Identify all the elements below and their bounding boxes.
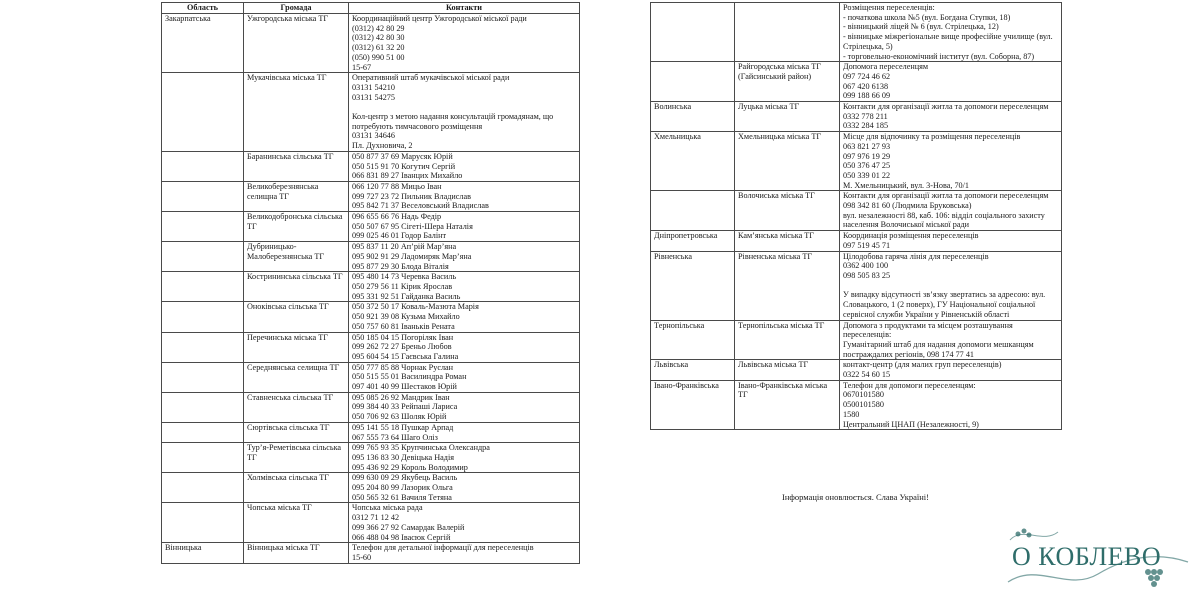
cell-oblast — [162, 422, 244, 442]
cell-hromada: Рівненська міська ТГ — [735, 251, 840, 320]
cell-contacts: 099 630 09 29 Якубець Василь 095 204 80 99 Лазорик Ольга 050 565 32 61 Вачиля Тетяна — [349, 473, 580, 503]
cell-hromada: Райгородська міська ТГ (Гайсинський район) — [735, 62, 840, 102]
cell-hromada: Чопська міська ТГ — [244, 503, 349, 543]
header-oblast: Область — [162, 3, 244, 14]
cell-oblast — [651, 191, 735, 231]
table-row — [651, 102, 1062, 132]
table-row — [162, 242, 580, 272]
cell-hromada: Великодобронська сільська ТГ — [244, 212, 349, 242]
table-row — [162, 181, 580, 211]
table-row — [651, 191, 1062, 231]
cell-hromada: Великоберезнянська селищна ТГ — [244, 181, 349, 211]
cell-oblast — [162, 73, 244, 152]
table-row — [162, 14, 580, 73]
cell-hromada: Хмельницька міська ТГ — [735, 132, 840, 191]
table-row — [162, 543, 580, 563]
cell-contacts: 095 837 11 20 Ап’рій Мар’яна 095 902 91 29 Ладомиряк Мар’яна 095 877 29 30 Блода Віталія — [349, 242, 580, 272]
cell-hromada: Тур’я-Реметівська сільська ТГ — [244, 443, 349, 473]
cell-hromada: Вінницька міська ТГ — [244, 543, 349, 563]
cell-contacts: 095 480 14 73 Черевка Василь 050 279 56 11 Кірик Ярослав 095 331 92 51 Гайданка Василь — [349, 272, 580, 302]
cell-hromada: Львівська міська ТГ — [735, 360, 840, 380]
table-row — [651, 380, 1062, 430]
cell-oblast — [162, 302, 244, 332]
table-row — [162, 73, 580, 152]
cell-oblast — [651, 3, 735, 62]
cell-oblast — [162, 473, 244, 503]
cell-oblast: Тернопільська — [651, 320, 735, 360]
cell-oblast: Львівська — [651, 360, 735, 380]
cell-oblast — [162, 503, 244, 543]
table-row — [162, 332, 580, 362]
cell-hromada: Холмівська сільська ТГ — [244, 473, 349, 503]
cell-hromada: Луцька міська ТГ — [735, 102, 840, 132]
table-row — [651, 320, 1062, 360]
table-row — [162, 362, 580, 392]
cell-contacts: 050 777 85 88 Чорнак Руслан 050 515 55 01 Василиндра Роман 097 401 40 99 Шестаков Юрій — [349, 362, 580, 392]
cell-contacts: Розміщення переселенців: - початкова школа №5 (вул. Богдана Ступки, 18) - вінницький ліцей № 6 (вул. Стрілецька, 12) - вінницьке міжрегіональне вище професійне училище (вул. Стрілецька, 5) - торговельно-економічний інститут (вул. Соборна, 87) — [840, 3, 1062, 62]
cell-oblast: Волинська — [651, 102, 735, 132]
table-row — [162, 392, 580, 422]
cell-oblast: Рівненська — [651, 251, 735, 320]
logo-text: О КОБЛЕВО — [1012, 542, 1162, 571]
cell-contacts: контакт-центр (для малих груп переселенців) 0322 54 60 15 — [840, 360, 1062, 380]
cell-hromada: Середнянська селищна ТГ — [244, 362, 349, 392]
right-table-body — [651, 3, 1062, 430]
cell-contacts: 050 877 37 69 Марусяк Юрій 050 515 91 70 Когутич Сергій 066 831 89 27 Іванцих Михайло — [349, 151, 580, 181]
table-header-row — [162, 3, 580, 14]
cell-contacts: 095 141 55 18 Пушкар Арпад 067 555 73 64 Шаго Оліз — [349, 422, 580, 442]
cell-oblast — [162, 392, 244, 422]
cell-hromada: Баранинська сільська ТГ — [244, 151, 349, 181]
koblevo-logo — [998, 522, 1193, 597]
cell-hromada: Сюртівська сільська ТГ — [244, 422, 349, 442]
cell-contacts: 050 372 50 17 Коваль-Мазюта Марія 050 921 39 08 Кузьма Михайло 050 757 60 81 Іваньків Рената — [349, 302, 580, 332]
cell-oblast — [162, 242, 244, 272]
cell-hromada: Кам’янська міська ТГ — [735, 231, 840, 251]
cell-contacts: 095 085 26 92 Мандрик Іван 099 384 40 33 Рейпаші Лариса 050 706 92 63 Шоляк Юрій — [349, 392, 580, 422]
cell-contacts: Координаційний центр Ужгородської міської ради (0312) 42 80 29 (0312) 42 80 30 (0312) 61 32 20 (050) 990 51 00 15-67 — [349, 14, 580, 73]
cell-hromada — [735, 3, 840, 62]
cell-hromada: Тернопільська міська ТГ — [735, 320, 840, 360]
table-row — [162, 443, 580, 473]
cell-contacts: Телефон для допомоги переселенцям: 0670101580 0500101580 1580 Центральний ЦНАП (Незалежності, 9) — [840, 380, 1062, 430]
table-row — [162, 151, 580, 181]
cell-oblast — [162, 332, 244, 362]
table-row — [651, 3, 1062, 62]
cell-oblast: Закарпатська — [162, 14, 244, 73]
cell-hromada: Волочиська міська ТГ — [735, 191, 840, 231]
cell-hromada: Оноківська сільська ТГ — [244, 302, 349, 332]
left-contacts-table — [161, 2, 580, 564]
table-row — [651, 360, 1062, 380]
cell-oblast — [162, 181, 244, 211]
table-row — [162, 473, 580, 503]
table-row — [162, 212, 580, 242]
cell-hromada: Перечинська міська ТГ — [244, 332, 349, 362]
cell-contacts: Оперативний штаб мукачівської міської ради 03131 54210 03131 54275 Кол-центр з метою надання консультацій громадянам, що потребують тимчасового розміщення 03131 34646 Пл. Духновича, 2 — [349, 73, 580, 152]
cell-contacts: 096 655 66 76 Надь Федір 050 507 67 95 Сігеті-Шера Наталія 099 025 46 01 Годор Балінт — [349, 212, 580, 242]
cell-contacts: Контакти для організації житла та допомоги переселенцям 098 342 81 60 (Людмила Бруковська) вул. незалежності 88, каб. 106: відділ соціального захисту населення Волочиської міської ради — [840, 191, 1062, 231]
table-row — [162, 272, 580, 302]
cell-hromada: Ставненська сільська ТГ — [244, 392, 349, 422]
cell-oblast: Хмельницька — [651, 132, 735, 191]
table-row — [162, 422, 580, 442]
table-row — [651, 132, 1062, 191]
header-contacts: Контакти — [349, 3, 580, 14]
table-row — [162, 302, 580, 332]
cell-oblast: Дніпропетровська — [651, 231, 735, 251]
cell-oblast: Івано-Франківська — [651, 380, 735, 430]
cell-contacts: Місце для відпочинку та розміщення переселенців 063 821 27 93 097 976 19 29 050 376 47 25 050 339 01 22 М. Хмельницький, вул. 3-Нова, 70/1 — [840, 132, 1062, 191]
cell-hromada: Кострининська сільська ТГ — [244, 272, 349, 302]
cell-oblast — [162, 212, 244, 242]
cell-contacts: Чопська міська рада 0312 71 12 42 099 366 27 92 Самардак Валерій 066 488 04 98 Івасюк Сергій — [349, 503, 580, 543]
cell-contacts: Допомога з продуктами та місцем розташування переселенців: Гуманітарний штаб для надання допомоги мешканцям постраждалих регіонів, 098 174 77 41 — [840, 320, 1062, 360]
cell-hromada: Дубриницько-Малоберезнянська ТГ — [244, 242, 349, 272]
cell-oblast — [162, 151, 244, 181]
table-row — [651, 251, 1062, 320]
footer-note: Інформація оновлюється. Слава Україні! — [781, 492, 930, 502]
left-table-body — [162, 14, 580, 564]
table-row — [651, 62, 1062, 102]
cell-contacts: Контакти для організації житла та допомоги переселенцям 0332 778 211 0332 284 185 — [840, 102, 1062, 132]
table-row — [162, 503, 580, 543]
cell-contacts: 099 765 93 35 Крупчинська Олександра 095 136 83 30 Девіцька Надія 095 436 92 29 Король Володимир — [349, 443, 580, 473]
cell-hromada: Івано-Франківська міська ТГ — [735, 380, 840, 430]
cell-hromada: Мукачівська міська ТГ — [244, 73, 349, 152]
cell-contacts: Цілодобова гаряча лінія для переселенців 0362 400 100 098 505 83 25 У випадку відсутності зв’язку звертатись за адресою: вул. Словацького, 1 (2 поверх), ГУ Національної соціальної сервісної служби України у Рівненській області — [840, 251, 1062, 320]
cell-oblast — [162, 362, 244, 392]
cell-contacts: 050 185 04 15 Погоріляк Іван 099 262 72 27 Бреньо Любов 095 604 54 15 Гаєвська Галина — [349, 332, 580, 362]
cell-contacts: 066 120 77 88 Мицьо Іван 099 727 23 72 Пильник Владислав 095 842 71 37 Веселовський Владислав — [349, 181, 580, 211]
table-row — [651, 231, 1062, 251]
cell-oblast — [651, 62, 735, 102]
cell-contacts: Телефон для детальної інформації для переселенців 15-60 — [349, 543, 580, 563]
header-hromada: Громада — [244, 3, 349, 14]
cell-contacts: Допомога переселенцям 097 724 46 62 067 420 6138 099 188 66 09 — [840, 62, 1062, 102]
cell-hromada: Ужгородська міська ТГ — [244, 14, 349, 73]
cell-contacts: Координація розміщення переселенців 097 519 45 71 — [840, 231, 1062, 251]
right-contacts-table — [650, 2, 1062, 430]
cell-oblast — [162, 272, 244, 302]
cell-oblast: Вінницька — [162, 543, 244, 563]
cell-oblast — [162, 443, 244, 473]
